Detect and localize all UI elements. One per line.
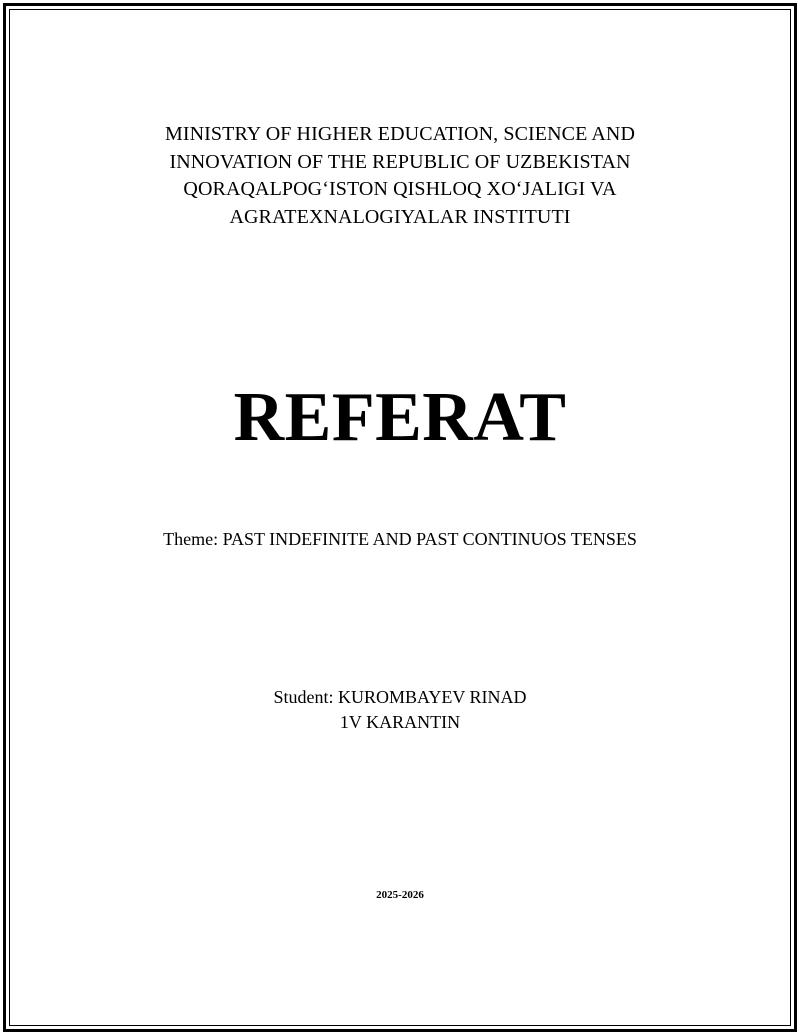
student-info — [0, 685, 800, 735]
student-name: Student: KUROMBAYEV RINAD — [273, 687, 527, 707]
institution-header — [0, 121, 800, 231]
header-line-3: QORAQALPOG‘ISTON QISHLOQ XO‘JALIGI VA — [183, 178, 617, 200]
header-line-4: AGRATEXNALOGIYALAR INSTITUTI — [229, 205, 571, 228]
header-line-1: MINISTRY OF HIGHER EDUCATION, SCIENCE AND — [164, 123, 636, 145]
document-title: REFERAT — [233, 379, 567, 456]
student-group: 1V KARANTIN — [339, 712, 461, 732]
theme-line: Theme: PAST INDEFINITE AND PAST CONTINUOS TENSES — [163, 529, 637, 549]
header-line-2: INNOVATION OF THE REPUBLIC OF UZBEKISTAN — [169, 150, 631, 173]
academic-year: 2025-2026 — [376, 889, 424, 901]
